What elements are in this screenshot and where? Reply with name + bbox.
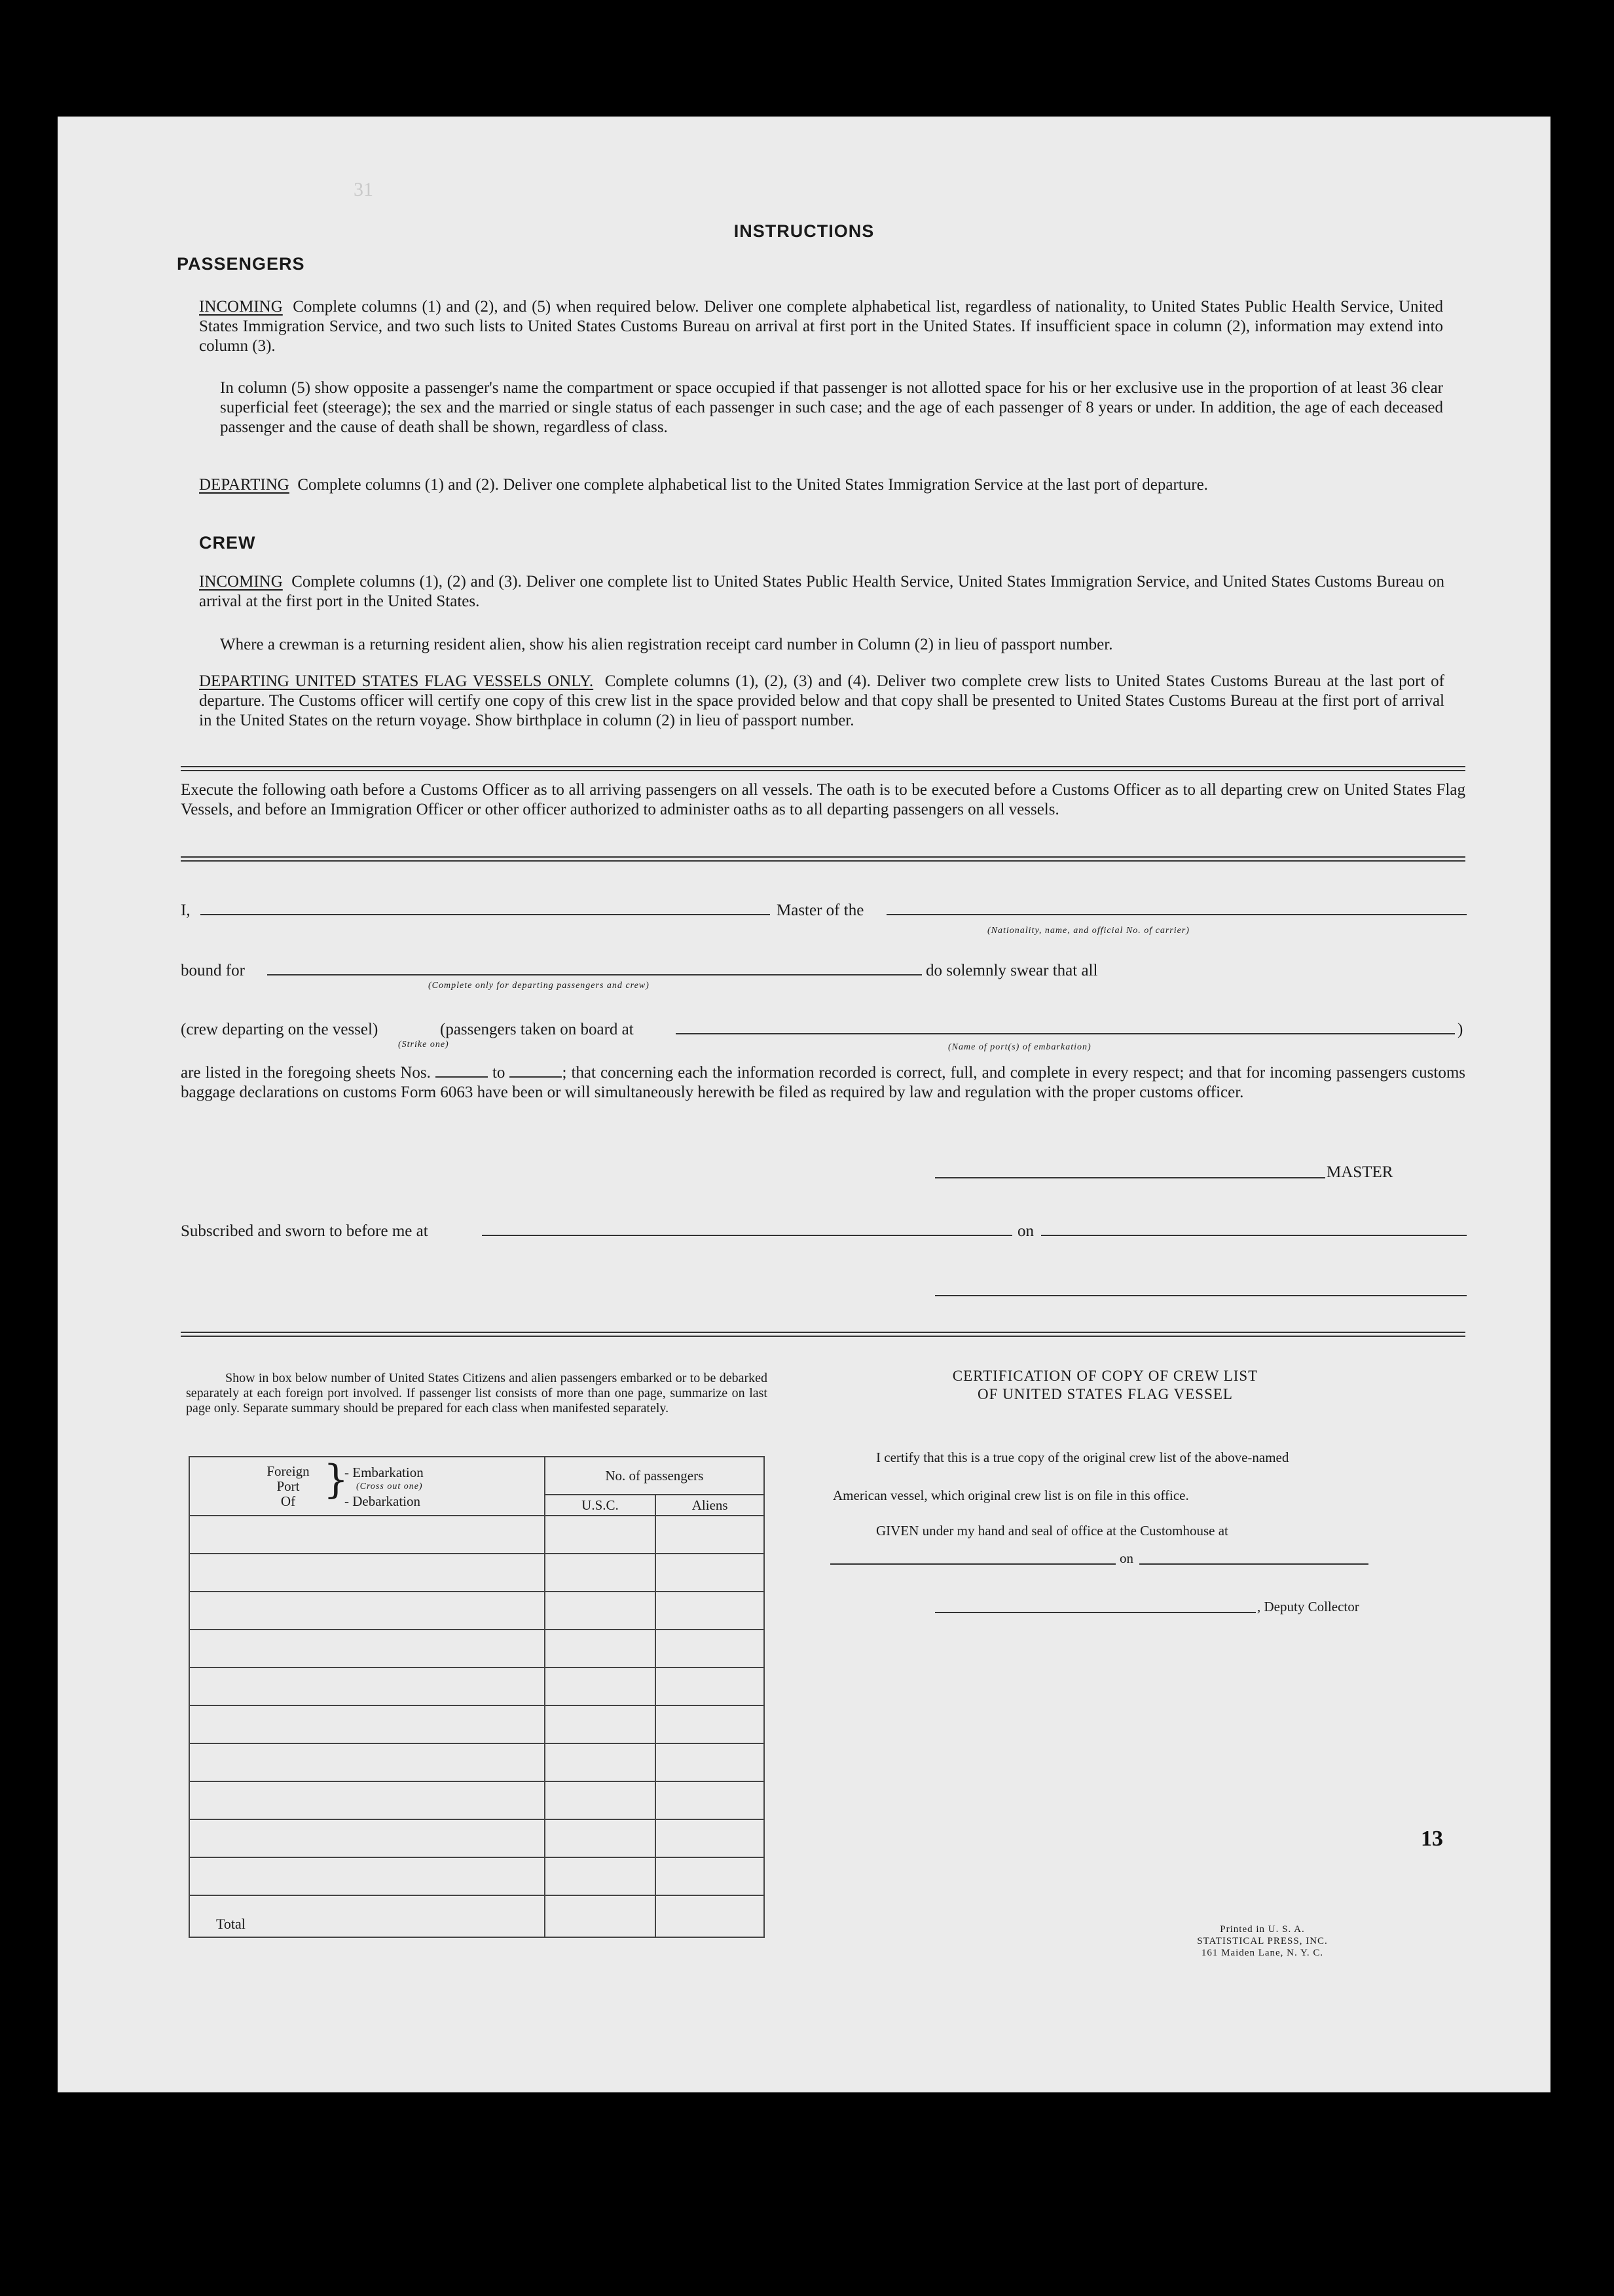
certification-title-line1: CERTIFICATION OF COPY OF CREW LIST	[952, 1368, 1258, 1384]
port-cell[interactable]	[189, 1705, 545, 1743]
crew-incoming-text: Complete columns (1), (2) and (3). Deliver one complete list to United States Public Health Service, United States Immigration Service, and United States Customs Bureau on arrival at the first port in the United States.	[199, 573, 1444, 610]
port-cell[interactable]	[189, 1857, 545, 1895]
sheets-to-label: to	[492, 1064, 505, 1082]
foreign-label: Foreign	[266, 1463, 310, 1479]
port-cell[interactable]	[189, 1743, 545, 1781]
port-header-cell	[189, 1457, 545, 1516]
lower-divider	[181, 1332, 1465, 1337]
table-row	[189, 1743, 764, 1781]
no-passengers-header: No. of passengers	[545, 1457, 764, 1495]
usc-cell[interactable]	[545, 1857, 656, 1895]
oath-divider	[181, 856, 1465, 862]
port-cell[interactable]	[189, 1554, 545, 1592]
form-page	[58, 117, 1550, 2092]
aliens-cell[interactable]	[655, 1554, 764, 1592]
section-divider	[181, 766, 1465, 771]
sworn-on-label: on	[1018, 1222, 1034, 1240]
crew-resident-paragraph: Where a crewman is a returning resident alien, show his alien registration receipt card number in Column (2) in lieu of passport number.	[220, 636, 1113, 653]
deputy-collector-label: , Deputy Collector	[1257, 1599, 1359, 1614]
total-aliens-cell[interactable]	[655, 1895, 764, 1937]
usc-cell[interactable]	[545, 1630, 656, 1667]
brace-icon: }	[323, 1457, 349, 1503]
table-row	[189, 1781, 764, 1819]
certify-line-b: American vessel, which original crew list is on file in this office.	[833, 1487, 1189, 1503]
aliens-header: Aliens	[655, 1495, 764, 1516]
port-cell[interactable]	[189, 1592, 545, 1630]
subscribed-label: Subscribed and sworn to before me at	[181, 1222, 428, 1240]
usc-cell[interactable]	[545, 1554, 656, 1592]
usc-cell[interactable]	[545, 1781, 656, 1819]
passengers-departing-text: Complete columns (1) and (2). Deliver one complete alphabetical list to the United States Immigration Service at the last port of departure.	[297, 476, 1208, 494]
crew-heading: CREW	[199, 533, 256, 553]
table-row	[189, 1516, 764, 1554]
certification-title-line2: OF UNITED STATES FLAG VESSEL	[978, 1386, 1233, 1402]
table-row	[189, 1592, 764, 1630]
aliens-cell[interactable]	[655, 1592, 764, 1630]
master-label: MASTER	[1327, 1163, 1393, 1181]
embarkation-label: - Embarkation	[344, 1465, 424, 1480]
close-paren: )	[1458, 1021, 1463, 1038]
solemnly-swear-text: do solemnly swear that all	[926, 962, 1098, 979]
table-row	[189, 1857, 764, 1895]
oath-intro: Execute the following oath before a Customs Officer as to all arriving passengers on all vessels. The oath is to be executed before a Customs Officer as to all departing crew on United States Flag Vessels, and before an Immigration Officer or other officer authorized to administer oaths as to all departing passengers on all vessels.	[181, 781, 1465, 818]
usc-cell[interactable]	[545, 1743, 656, 1781]
deputy-signature-line[interactable]	[935, 1612, 1256, 1613]
aliens-cell[interactable]	[655, 1819, 764, 1857]
passengers-departing-label: DEPARTING	[199, 476, 289, 494]
bound-for-field[interactable]	[267, 974, 922, 975]
passengers-taken-option: (passengers taken on board at	[440, 1021, 634, 1038]
certify-line-a: I certify that this is a true copy of the original crew list of the above-named	[876, 1449, 1289, 1465]
sheet-to-field[interactable]	[509, 1063, 562, 1078]
port-cell[interactable]	[189, 1667, 545, 1705]
passengers-incoming-text: Complete columns (1) and (2), and (5) when required below. Deliver one complete alphabetical list, regardless of nationality, to United States Public Health Service, United States Immigration Service, and two such lists to United States Customs Bureau on arrival at first port in the United States. If insufficient space in column (2), information may extend into column (3).	[199, 298, 1443, 355]
oath-i-label: I,	[181, 902, 191, 919]
crew-incoming-paragraph	[199, 572, 1444, 611]
corner-pencil-mark: 31	[354, 179, 373, 200]
crew-departing-option: (crew departing on the vessel)	[181, 1021, 378, 1038]
table-row	[189, 1819, 764, 1857]
port-label: Port	[276, 1478, 300, 1494]
certification-title	[876, 1367, 1334, 1404]
sheets-remainder: ; that concerning each the information recorded is correct, full, and complete in every respect; and that for incoming passengers customs baggage declarations on customs Form 6063 have been or will simultaneously herewith be filed as required by law and regulation with the proper customs officer.	[181, 1064, 1466, 1101]
port-caption: (Name of port(s) of embarkation)	[948, 1042, 1091, 1052]
aliens-cell[interactable]	[655, 1743, 764, 1781]
usc-cell[interactable]	[545, 1667, 656, 1705]
cert-date-field[interactable]	[1139, 1563, 1368, 1565]
master-name-field[interactable]	[200, 914, 770, 915]
master-of-label: Master of the	[777, 902, 864, 919]
cert-on-label: on	[1120, 1550, 1133, 1566]
passengers-incoming-paragraph	[199, 297, 1443, 356]
crew-departing-text: Complete columns (1), (2), (3) and (4). Deliver two complete crew lists to United States Customs Bureau at the last port of departure. The Customs officer will certify one copy of this crew list in the space provided below and that copy shall be presented to United States Customs Bureau at the first port of arrival in the United States on the return voyage. Show birthplace in column (2) in lieu of passport number.	[199, 672, 1445, 729]
debarkation-label: - Debarkation	[344, 1493, 421, 1509]
master-signature-line[interactable]	[935, 1177, 1325, 1178]
carrier-field[interactable]	[887, 914, 1467, 915]
passengers-incoming-label: INCOMING	[199, 298, 283, 316]
aliens-cell[interactable]	[655, 1516, 764, 1554]
aliens-cell[interactable]	[655, 1781, 764, 1819]
printer-line1: Printed in U. S. A.	[1220, 1924, 1305, 1935]
port-cell[interactable]	[189, 1516, 545, 1554]
table-row	[189, 1630, 764, 1667]
column5-paragraph: In column (5) show opposite a passenger's name the compartment or space occupied if that passenger is not allotted space for his or her exclusive use in the proportion of at least 36 clear superficial feet (steerage); the sex and the married or single status of each passenger in such case; and the age of each passenger of 8 years or under. In addition, the age of each deceased passenger and the cause of death shall be shown, regardless of class.	[220, 379, 1443, 436]
bound-for-label: bound for	[181, 962, 245, 979]
page-number-mark: 13	[1421, 1827, 1443, 1851]
of-label: Of	[280, 1493, 296, 1509]
usc-cell[interactable]	[545, 1705, 656, 1743]
printer-line2: STATISTICAL PRESS, INC.	[1197, 1936, 1328, 1946]
cross-out-caption: (Cross out one)	[356, 1482, 423, 1491]
instructions-title: INSTRUCTIONS	[733, 221, 875, 241]
crew-incoming-label: INCOMING	[199, 573, 283, 591]
crew-departing-label: DEPARTING UNITED STATES FLAG VESSELS ONLY.	[199, 672, 594, 690]
aliens-cell[interactable]	[655, 1667, 764, 1705]
usc-cell[interactable]	[545, 1516, 656, 1554]
sworn-date-field[interactable]	[1041, 1235, 1467, 1236]
usc-header: U.S.C.	[545, 1495, 656, 1516]
table-row	[189, 1705, 764, 1743]
passengers-heading: PASSENGERS	[177, 254, 305, 274]
total-row	[189, 1895, 764, 1937]
aliens-cell[interactable]	[655, 1705, 764, 1743]
aliens-cell[interactable]	[655, 1857, 764, 1895]
given-line: GIVEN under my hand and seal of office at the Customhouse at	[876, 1523, 1228, 1539]
printer-line3: 161 Maiden Lane, N. Y. C.	[1201, 1948, 1324, 1958]
sheet-from-field[interactable]	[435, 1063, 488, 1078]
port-cell[interactable]	[189, 1781, 545, 1819]
crew-departing-paragraph	[199, 672, 1444, 731]
sworn-location-field[interactable]	[482, 1235, 1012, 1236]
customhouse-field[interactable]	[830, 1563, 1116, 1565]
passengers-departing-paragraph	[199, 475, 1443, 495]
table-row	[189, 1554, 764, 1592]
carrier-caption: (Nationality, name, and official No. of carrier)	[987, 926, 1190, 936]
bound-for-caption: (Complete only for departing passengers and crew)	[428, 981, 650, 991]
total-usc-cell[interactable]	[545, 1895, 656, 1937]
sheets-label: are listed in the foregoing sheets Nos.	[181, 1064, 431, 1082]
port-cell[interactable]	[189, 1630, 545, 1667]
ports-summary-table	[189, 1456, 765, 1938]
summary-instruction: Show in box below number of United States Citizens and alien passengers embarked or to be debarked separately at each foreign port involved. If passenger list consists of more than one page, summarize on last page only. Separate summary should be prepared for each class when manifested separately.	[186, 1371, 767, 1415]
usc-cell[interactable]	[545, 1819, 656, 1857]
officer-signature-line[interactable]	[935, 1295, 1467, 1296]
sheets-statement	[181, 1063, 1465, 1102]
printer-imprint	[1164, 1923, 1361, 1959]
total-label: Total	[189, 1895, 545, 1937]
aliens-cell[interactable]	[655, 1630, 764, 1667]
table-row	[189, 1667, 764, 1705]
strike-one-caption: (Strike one)	[398, 1040, 449, 1049]
embarkation-port-field[interactable]	[676, 1033, 1455, 1034]
port-cell[interactable]	[189, 1819, 545, 1857]
usc-cell[interactable]	[545, 1592, 656, 1630]
